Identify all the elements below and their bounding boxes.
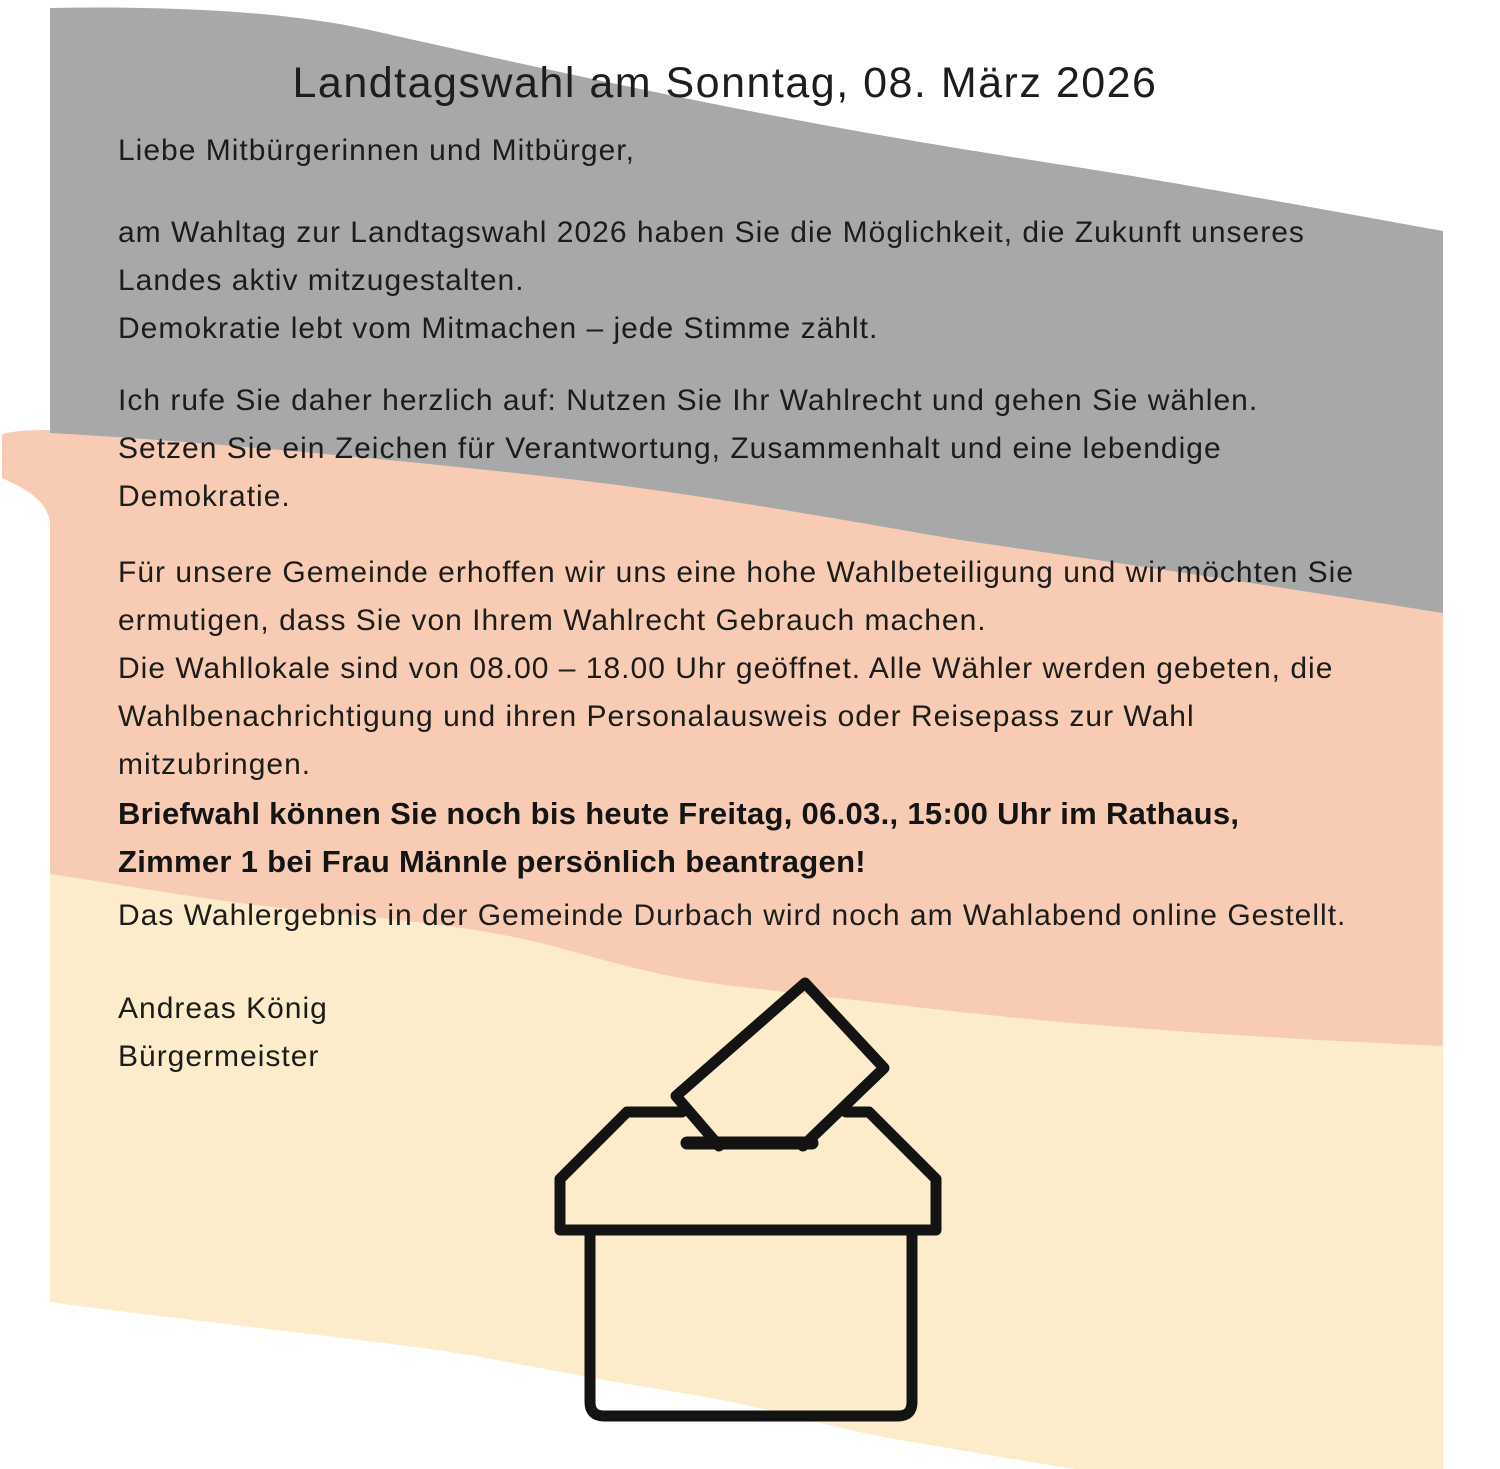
signature-block: [118, 985, 328, 1081]
text-line: mitzubringen.: [118, 748, 312, 781]
text-line: ermutigen, dass Sie von Ihrem Wahlrecht Gebrauch machen.: [118, 604, 987, 637]
notice-line: Briefwahl können Sie noch bis heute Freitag, 06.03., 15:00 Uhr im Rathaus,: [118, 796, 1240, 831]
text-line: Ich rufe Sie daher herzlich auf: Nutzen Sie Ihr Wahlrecht und gehen Sie wählen.: [118, 384, 1259, 417]
text-line: Die Wahllokale sind von 08.00 – 18.00 Uhr geöffnet. Alle Wähler werden gebeten, die: [118, 652, 1334, 685]
notice-line: Zimmer 1 bei Frau Männle persönlich beantragen!: [118, 844, 866, 879]
page-title: Landtagswahl am Sonntag, 08. März 2026: [292, 58, 1158, 107]
paragraph-appeal: [118, 377, 1258, 521]
text-line: Demokratie lebt vom Mitmachen – jede Stimme zählt.: [118, 312, 879, 345]
text-line: am Wahltag zur Landtagswahl 2026 haben Sie die Möglichkeit, die Zukunft unseres: [118, 216, 1305, 249]
signature-name: Andreas König: [118, 992, 328, 1025]
text-line: Demokratie.: [118, 480, 291, 513]
postal-vote-notice: [118, 790, 1239, 886]
text-line: Landes aktiv mitzugestalten.: [118, 264, 525, 297]
paragraph-opportunity: [118, 209, 1305, 353]
text-line: Wahlbenachrichtigung und ihren Personalausweis oder Reisepass zur Wahl: [118, 700, 1195, 733]
text-line: Setzen Sie ein Zeichen für Verantwortung, Zusammenhalt und eine lebendige: [118, 432, 1222, 465]
signature-role: Bürgermeister: [118, 1040, 320, 1073]
paragraph-turnout: [118, 549, 1354, 789]
text-line: Für unsere Gemeinde erhoffen wir uns eine hohe Wahlbeteiligung und wir möchten Sie: [118, 556, 1355, 589]
results-line: Das Wahlergebnis in der Gemeinde Durbach wird noch am Wahlabend online Gestellt.: [118, 899, 1347, 932]
greeting-line: Liebe Mitbürgerinnen und Mitbürger,: [118, 134, 635, 167]
